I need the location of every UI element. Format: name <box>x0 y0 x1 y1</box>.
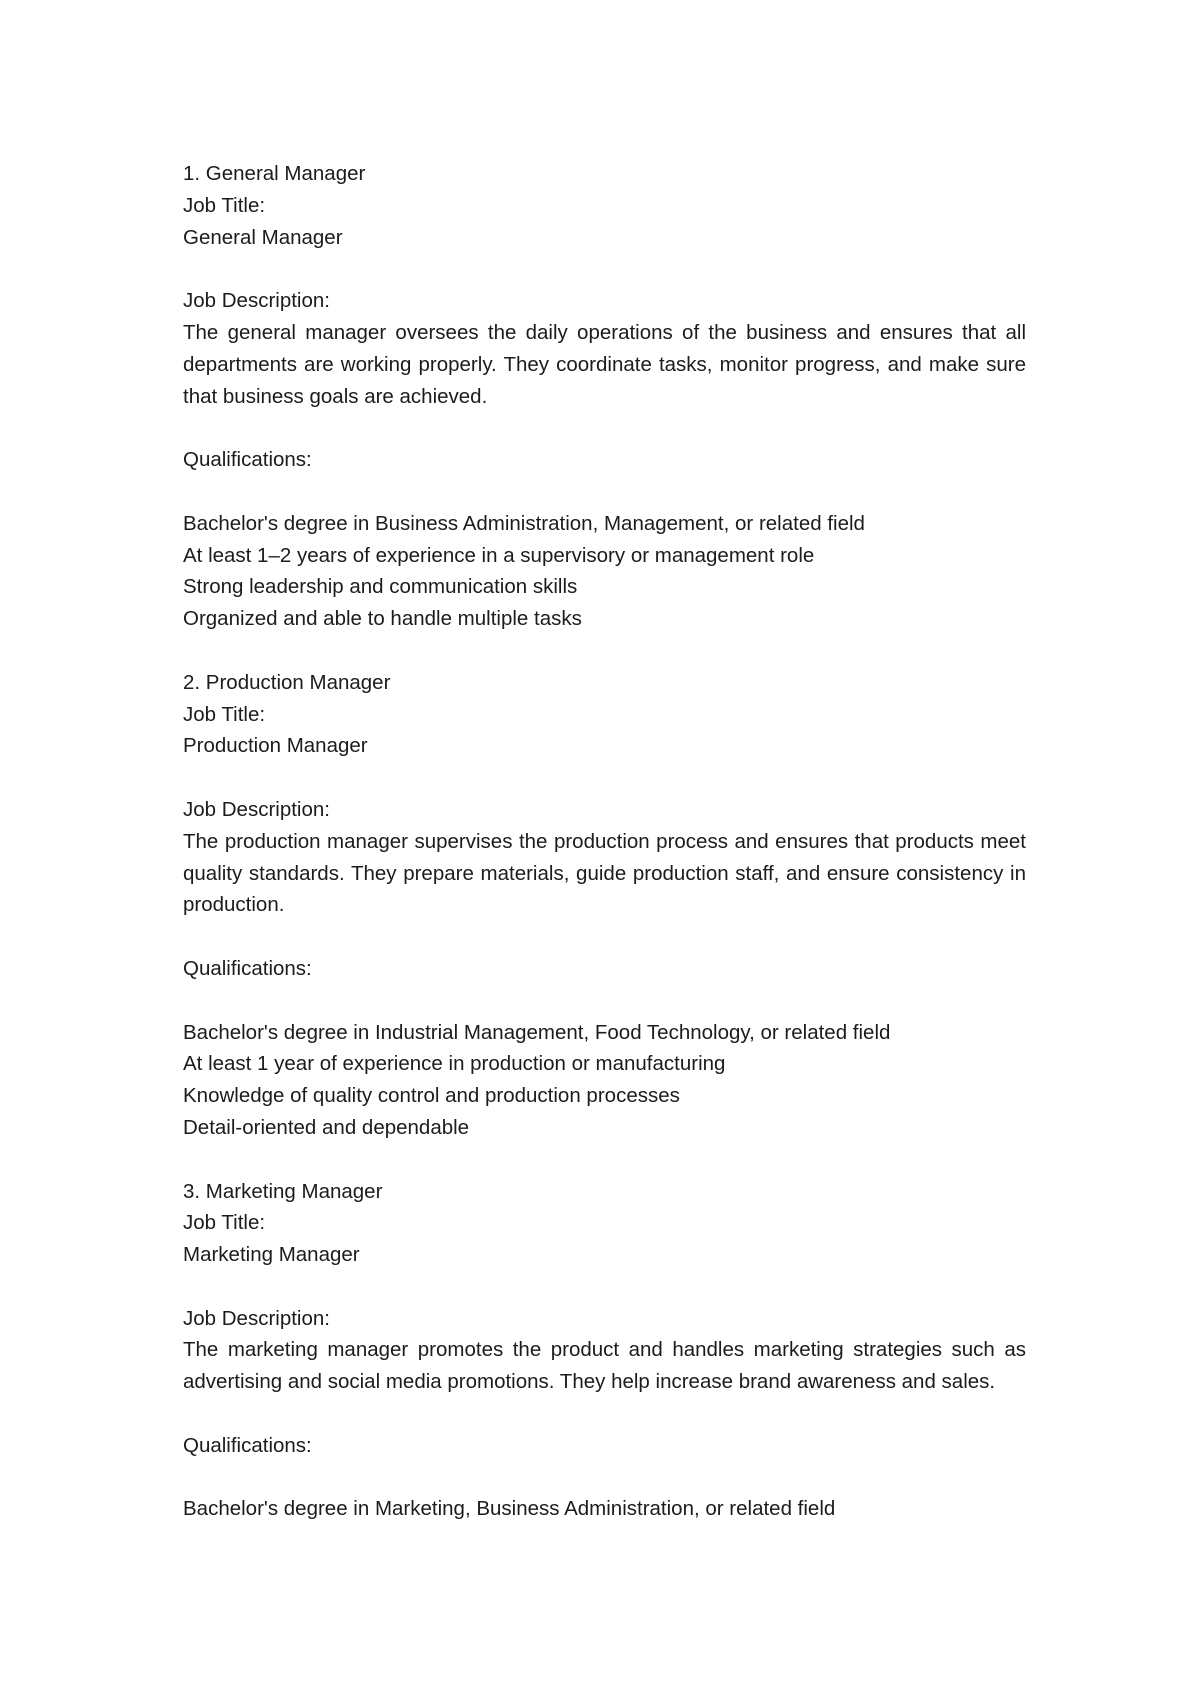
job-description: The marketing manager promotes the product and handles marketing strategies such as advertising and social media promotions. They help increase brand awareness and sales. <box>183 1338 1026 1394</box>
job-title: General Manager <box>183 225 343 249</box>
qualification-item: At least 1 year of experience in production or manufacturing <box>183 1052 726 1076</box>
spacer <box>183 921 1026 953</box>
spacer <box>183 762 1026 794</box>
job-title: Production Manager <box>183 734 368 758</box>
spacer <box>183 412 1026 444</box>
qualifications-label: Qualifications: <box>183 1433 312 1457</box>
qualification-item: Organized and able to handle multiple tasks <box>183 607 582 631</box>
section-general-manager <box>183 158 1026 667</box>
qualification-item: Detail-oriented and dependable <box>183 1115 470 1139</box>
section-marketing-manager <box>183 1176 1026 1526</box>
spacer <box>183 476 1026 508</box>
qualification-item: Knowledge of quality control and production processes <box>183 1084 680 1108</box>
job-description-label: Job Description: <box>183 289 330 313</box>
job-description-label: Job Description: <box>183 1306 330 1330</box>
spacer <box>183 1271 1026 1303</box>
qualifications-label: Qualifications: <box>183 956 312 980</box>
section-production-manager <box>183 667 1026 1176</box>
spacer <box>183 985 1026 1017</box>
spacer <box>183 253 1026 285</box>
section-heading: 1. General Manager <box>183 162 366 185</box>
job-title-label: Job Title: <box>183 1211 266 1235</box>
qualification-item: Bachelor's degree in Business Administration, Management, or related field <box>183 511 865 535</box>
spacer <box>183 1144 1026 1176</box>
job-description: The production manager supervises the production process and ensures that products meet quality standards. They prepare materials, guide production staff, and ensure consistency in production. <box>183 829 1026 917</box>
spacer <box>183 635 1026 667</box>
job-title-label: Job Title: <box>183 193 266 217</box>
spacer <box>183 1398 1026 1430</box>
section-heading: 2. Production Manager <box>183 670 391 694</box>
job-description: The general manager oversees the daily operations of the business and ensures that all departments are working properly. They coordinate tasks, monitor progress, and make sure that business goals are achieved. <box>183 320 1026 408</box>
job-title-label: Job Title: <box>183 702 266 726</box>
qualification-item: Bachelor's degree in Industrial Management, Food Technology, or related field <box>183 1020 891 1044</box>
document-page <box>183 158 1026 1525</box>
job-description-label: Job Description: <box>183 797 330 821</box>
qualification-item: At least 1–2 years of experience in a supervisory or management role <box>183 543 815 567</box>
spacer <box>183 1462 1026 1494</box>
qualification-item: Bachelor's degree in Marketing, Business Administration, or related field <box>183 1497 836 1521</box>
section-heading: 3. Marketing Manager <box>183 1179 383 1203</box>
qualifications-label: Qualifications: <box>183 448 312 472</box>
job-title: Marketing Manager <box>183 1243 360 1267</box>
qualification-item: Strong leadership and communication skills <box>183 575 578 599</box>
